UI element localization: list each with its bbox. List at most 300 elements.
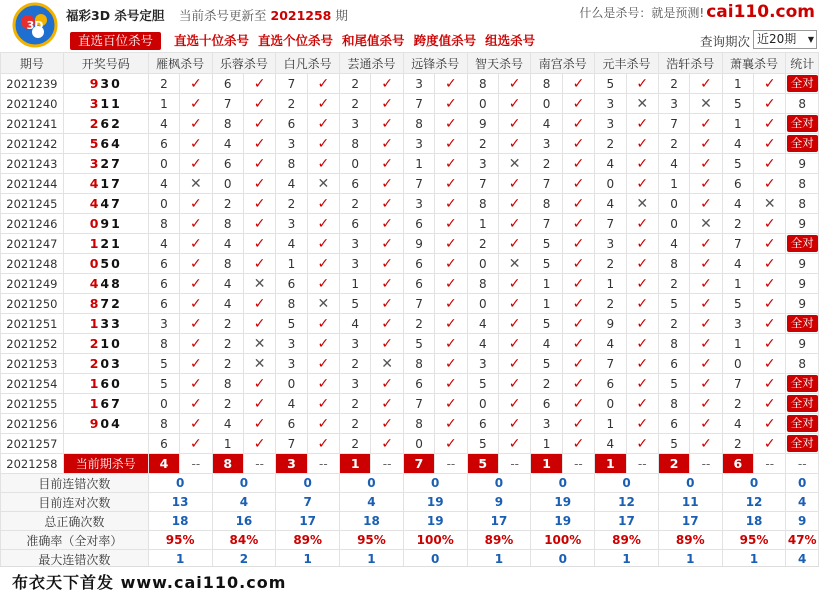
stats-value: 89% bbox=[658, 531, 722, 550]
stats-value: 1 bbox=[276, 550, 340, 567]
kill-number-cell: 7 bbox=[658, 114, 689, 134]
draw-digit: 4 bbox=[89, 276, 101, 291]
check-icon: ✓ bbox=[435, 194, 467, 214]
check-icon: ✓ bbox=[243, 134, 275, 154]
kill-number-cell: 5 bbox=[531, 314, 562, 334]
draw-digit: 7 bbox=[111, 176, 122, 191]
draw-number-cell bbox=[63, 94, 148, 114]
kill-number-cell: 2 bbox=[403, 314, 434, 334]
kill-number-cell: 6 bbox=[148, 254, 179, 274]
table-row bbox=[1, 174, 819, 194]
check-icon: ✓ bbox=[307, 134, 339, 154]
kill-number-cell: 1 bbox=[595, 414, 626, 434]
kill-number-cell: 2 bbox=[340, 414, 371, 434]
check-icon: ✓ bbox=[690, 394, 722, 414]
footer-divider bbox=[0, 566, 819, 567]
draw-number-cell bbox=[63, 254, 148, 274]
pending-mark: -- bbox=[180, 454, 212, 474]
stats-value: 19 bbox=[531, 493, 595, 512]
kill-number-cell: 2 bbox=[340, 94, 371, 114]
kill-number-cell: 3 bbox=[595, 114, 626, 134]
stats-label: 准确率（全对率） bbox=[1, 531, 149, 550]
check-icon: ✓ bbox=[435, 134, 467, 154]
kill-number-cell: 7 bbox=[403, 294, 434, 314]
kill-number-cell: 2 bbox=[212, 334, 243, 354]
draw-digit: 0 bbox=[100, 356, 112, 371]
kill-number-cell: 8 bbox=[276, 294, 307, 314]
all-correct-badge: 全对 bbox=[787, 135, 818, 152]
kill-number-cell: 5 bbox=[340, 294, 371, 314]
kill-number-cell: 9 bbox=[467, 114, 498, 134]
check-icon: ✓ bbox=[371, 134, 403, 154]
check-icon: ✓ bbox=[307, 334, 339, 354]
check-icon: ✓ bbox=[562, 374, 594, 394]
draw-digit: 2 bbox=[100, 156, 112, 171]
draw-number-cell bbox=[63, 194, 148, 214]
current-kill-number: 1 bbox=[595, 454, 626, 474]
check-icon: ✓ bbox=[754, 134, 786, 154]
kill-number-cell: 5 bbox=[276, 314, 307, 334]
stats-value: 0 bbox=[786, 474, 819, 493]
check-icon: ✓ bbox=[243, 254, 275, 274]
check-icon: ✓ bbox=[690, 434, 722, 454]
cross-icon: ✕ bbox=[754, 194, 786, 214]
cross-icon: ✕ bbox=[307, 174, 339, 194]
kill-number-cell: 4 bbox=[722, 134, 753, 154]
period-cell: 2021244 bbox=[1, 174, 64, 194]
draw-digit: 3 bbox=[111, 316, 122, 331]
current-kill-number: 3 bbox=[276, 454, 307, 474]
kill-number-cell: 1 bbox=[722, 334, 753, 354]
kill-number-cell: 2 bbox=[658, 74, 689, 94]
check-icon: ✓ bbox=[435, 394, 467, 414]
check-icon: ✓ bbox=[180, 254, 212, 274]
table-row bbox=[1, 274, 819, 294]
kill-number-cell: 4 bbox=[595, 434, 626, 454]
draw-digit: 6 bbox=[100, 396, 112, 411]
draw-number-cell bbox=[63, 174, 148, 194]
check-icon: ✓ bbox=[435, 434, 467, 454]
stats-value: 0 bbox=[403, 550, 467, 567]
row-total-cell: 8 bbox=[786, 94, 819, 114]
nav-tab-3[interactable]: 和尾值杀号 bbox=[342, 33, 405, 48]
check-icon: ✓ bbox=[754, 254, 786, 274]
current-kill-number: 1 bbox=[531, 454, 562, 474]
stats-value: 1 bbox=[340, 550, 404, 567]
kill-number-cell: 5 bbox=[403, 334, 434, 354]
kill-number-cell: 3 bbox=[467, 154, 498, 174]
check-icon: ✓ bbox=[754, 434, 786, 454]
period-cell: 2021242 bbox=[1, 134, 64, 154]
kill-number-cell: 5 bbox=[467, 374, 498, 394]
check-icon: ✓ bbox=[498, 94, 530, 114]
kill-number-cell: 3 bbox=[403, 194, 434, 214]
kill-number-cell: 2 bbox=[276, 94, 307, 114]
check-icon: ✓ bbox=[371, 394, 403, 414]
kill-number-cell: 1 bbox=[276, 254, 307, 274]
kill-number-cell: 4 bbox=[148, 174, 179, 194]
period-cell: 2021239 bbox=[1, 74, 64, 94]
check-icon: ✓ bbox=[626, 394, 658, 414]
check-icon: ✓ bbox=[562, 114, 594, 134]
check-icon: ✓ bbox=[562, 94, 594, 114]
check-icon: ✓ bbox=[562, 234, 594, 254]
draw-digit: 2 bbox=[100, 236, 112, 251]
check-icon: ✓ bbox=[371, 234, 403, 254]
table-row bbox=[1, 234, 819, 254]
kill-number-cell: 3 bbox=[595, 94, 626, 114]
stats-value: 4 bbox=[786, 493, 819, 512]
period-select[interactable] bbox=[753, 30, 817, 49]
kill-number-cell: 2 bbox=[467, 134, 498, 154]
stats-value: 0 bbox=[595, 474, 659, 493]
nav-tab-1[interactable]: 直选十位杀号 bbox=[174, 33, 250, 48]
kill-number-cell: 4 bbox=[595, 154, 626, 174]
table-row bbox=[1, 294, 819, 314]
column-header: 白凡杀号 bbox=[276, 53, 340, 74]
nav-tab-2[interactable]: 直选个位杀号 bbox=[258, 33, 334, 48]
current-kill-number: 4 bbox=[148, 454, 179, 474]
check-icon: ✓ bbox=[626, 374, 658, 394]
check-icon: ✓ bbox=[180, 114, 212, 134]
kill-number-table-area[interactable] bbox=[0, 52, 819, 566]
check-icon: ✓ bbox=[180, 194, 212, 214]
check-icon: ✓ bbox=[307, 314, 339, 334]
period-query-label: 查询期次 bbox=[700, 34, 751, 49]
check-icon: ✓ bbox=[690, 254, 722, 274]
stats-value: 1 bbox=[722, 550, 786, 567]
pending-mark: -- bbox=[754, 454, 786, 474]
stats-row bbox=[1, 474, 819, 493]
period-cell: 2021257 bbox=[1, 434, 64, 454]
kill-number-cell: 7 bbox=[403, 394, 434, 414]
period-cell: 2021243 bbox=[1, 154, 64, 174]
stats-value: 4 bbox=[212, 493, 276, 512]
period-cell: 2021253 bbox=[1, 354, 64, 374]
table-header-row bbox=[1, 53, 819, 74]
kill-number-cell: 4 bbox=[340, 314, 371, 334]
kill-number-cell: 8 bbox=[531, 74, 562, 94]
stats-value: 0 bbox=[531, 550, 595, 567]
kill-number-cell: 8 bbox=[340, 134, 371, 154]
stats-value: 89% bbox=[276, 531, 340, 550]
nav-tab-0[interactable]: 直选百位杀号 bbox=[70, 32, 161, 50]
draw-number-cell bbox=[63, 234, 148, 254]
kill-number-cell: 3 bbox=[276, 354, 307, 374]
kill-number-cell: 8 bbox=[467, 74, 498, 94]
current-kill-number: 6 bbox=[722, 454, 753, 474]
kill-number-cell: 0 bbox=[658, 214, 689, 234]
check-icon: ✓ bbox=[243, 154, 275, 174]
check-icon: ✓ bbox=[371, 114, 403, 134]
pending-mark: -- bbox=[307, 454, 339, 474]
row-total-cell: 9 bbox=[786, 274, 819, 294]
check-icon: ✓ bbox=[243, 294, 275, 314]
check-icon: ✓ bbox=[498, 414, 530, 434]
kill-number-cell: 4 bbox=[722, 414, 753, 434]
draw-digit: 3 bbox=[89, 156, 101, 171]
check-icon: ✓ bbox=[371, 194, 403, 214]
column-header: 远锋杀号 bbox=[403, 53, 467, 74]
row-total-cell: 9 bbox=[786, 294, 819, 314]
check-icon: ✓ bbox=[690, 194, 722, 214]
check-icon: ✓ bbox=[626, 354, 658, 374]
kill-number-cell: 2 bbox=[212, 394, 243, 414]
draw-digit: 2 bbox=[89, 356, 101, 371]
stats-value: 100% bbox=[531, 531, 595, 550]
kill-number-cell: 7 bbox=[403, 174, 434, 194]
draw-digit: 3 bbox=[100, 76, 112, 91]
kill-number-cell: 6 bbox=[276, 414, 307, 434]
check-icon: ✓ bbox=[180, 74, 212, 94]
check-icon: ✓ bbox=[562, 294, 594, 314]
check-icon: ✓ bbox=[371, 274, 403, 294]
kill-number-cell: 8 bbox=[531, 194, 562, 214]
pending-mark: -- bbox=[435, 454, 467, 474]
kill-number-cell: 3 bbox=[403, 74, 434, 94]
table-row bbox=[1, 194, 819, 214]
check-icon: ✓ bbox=[498, 294, 530, 314]
check-icon: ✓ bbox=[562, 74, 594, 94]
draw-digit: 3 bbox=[100, 316, 112, 331]
check-icon: ✓ bbox=[180, 434, 212, 454]
draw-number-cell bbox=[63, 214, 148, 234]
cross-icon: ✕ bbox=[307, 294, 339, 314]
kill-number-cell: 1 bbox=[722, 74, 753, 94]
draw-number-cell bbox=[63, 74, 148, 94]
kill-number-cell: 6 bbox=[403, 374, 434, 394]
stats-value: 95% bbox=[148, 531, 212, 550]
period-cell: 2021248 bbox=[1, 254, 64, 274]
check-icon: ✓ bbox=[754, 314, 786, 334]
current-kill-number: 2 bbox=[658, 454, 689, 474]
pending-mark: -- bbox=[371, 454, 403, 474]
stats-value: 0 bbox=[531, 474, 595, 493]
check-icon: ✓ bbox=[435, 414, 467, 434]
row-total-cell bbox=[786, 434, 819, 454]
check-icon: ✓ bbox=[435, 334, 467, 354]
kill-number-cell: 7 bbox=[595, 354, 626, 374]
column-header: 开奖号码 bbox=[63, 53, 148, 74]
kill-number-cell: 0 bbox=[212, 174, 243, 194]
kill-number-cell: 3 bbox=[531, 134, 562, 154]
table-row bbox=[1, 434, 819, 454]
check-icon: ✓ bbox=[435, 74, 467, 94]
check-icon: ✓ bbox=[498, 174, 530, 194]
kill-number-cell: 2 bbox=[531, 374, 562, 394]
predict-info bbox=[579, 2, 815, 22]
check-icon: ✓ bbox=[498, 214, 530, 234]
draw-digit: 7 bbox=[111, 156, 122, 171]
check-icon: ✓ bbox=[435, 314, 467, 334]
stats-value: 13 bbox=[148, 493, 212, 512]
draw-digit: 9 bbox=[100, 216, 112, 231]
stats-value: 17 bbox=[467, 512, 531, 531]
cross-icon: ✕ bbox=[243, 354, 275, 374]
row-total-cell bbox=[786, 234, 819, 254]
check-icon: ✓ bbox=[371, 374, 403, 394]
check-icon: ✓ bbox=[498, 234, 530, 254]
kill-number-cell: 7 bbox=[722, 234, 753, 254]
period-cell: 2021249 bbox=[1, 274, 64, 294]
check-icon: ✓ bbox=[498, 354, 530, 374]
check-icon: ✓ bbox=[180, 154, 212, 174]
period-cell: 2021245 bbox=[1, 194, 64, 214]
table-row bbox=[1, 374, 819, 394]
table-row bbox=[1, 334, 819, 354]
site-logo[interactable] bbox=[12, 2, 58, 48]
check-icon: ✓ bbox=[498, 114, 530, 134]
stats-value: 12 bbox=[722, 493, 786, 512]
kill-number-cell: 4 bbox=[212, 274, 243, 294]
column-header: 芸通杀号 bbox=[340, 53, 404, 74]
kill-number-cell: 0 bbox=[467, 254, 498, 274]
draw-digit: 2 bbox=[111, 116, 122, 131]
check-icon: ✓ bbox=[754, 154, 786, 174]
check-icon: ✓ bbox=[626, 214, 658, 234]
table-row bbox=[1, 134, 819, 154]
draw-digit: 6 bbox=[100, 136, 112, 151]
row-total-cell: 8 bbox=[786, 354, 819, 374]
kill-number-cell: 5 bbox=[148, 354, 179, 374]
kill-number-cell: 4 bbox=[658, 154, 689, 174]
draw-number-cell bbox=[63, 294, 148, 314]
kill-number-cell: 6 bbox=[467, 414, 498, 434]
footer bbox=[0, 566, 819, 596]
check-icon: ✓ bbox=[435, 94, 467, 114]
all-correct-badge: 全对 bbox=[787, 235, 818, 252]
row-total-cell bbox=[786, 314, 819, 334]
kill-number-cell: 8 bbox=[467, 274, 498, 294]
kill-number-cell: 7 bbox=[276, 434, 307, 454]
draw-digit: 4 bbox=[111, 136, 122, 151]
kill-number-cell: 0 bbox=[595, 394, 626, 414]
kill-number-cell: 3 bbox=[276, 134, 307, 154]
cross-icon: ✕ bbox=[626, 194, 658, 214]
chevron-down-icon: ▼ bbox=[807, 35, 814, 44]
kill-number-cell: 6 bbox=[595, 374, 626, 394]
stats-label: 目前连对次数 bbox=[1, 493, 149, 512]
site-domain-link[interactable]: cai110.com bbox=[706, 2, 815, 22]
check-icon: ✓ bbox=[626, 74, 658, 94]
kill-number-cell: 6 bbox=[276, 274, 307, 294]
check-icon: ✓ bbox=[754, 374, 786, 394]
row-total-cell bbox=[786, 74, 819, 94]
kill-number-cell: 2 bbox=[340, 74, 371, 94]
kill-number-cell: 3 bbox=[340, 254, 371, 274]
draw-digit: 0 bbox=[100, 416, 112, 431]
stats-value: 7 bbox=[276, 493, 340, 512]
kill-number-cell: 8 bbox=[212, 114, 243, 134]
check-icon: ✓ bbox=[562, 434, 594, 454]
stats-value: 89% bbox=[595, 531, 659, 550]
kill-number-cell: 0 bbox=[148, 154, 179, 174]
kill-number-cell: 4 bbox=[276, 394, 307, 414]
kill-number-cell: 1 bbox=[340, 274, 371, 294]
draw-digit: 8 bbox=[111, 276, 122, 291]
check-icon: ✓ bbox=[307, 374, 339, 394]
nav-tab-4[interactable]: 跨度值杀号 bbox=[413, 33, 477, 48]
kill-number-cell: 4 bbox=[148, 114, 179, 134]
period-cell: 2021240 bbox=[1, 94, 64, 114]
draw-number-cell bbox=[63, 274, 148, 294]
column-header: 雁枫杀号 bbox=[148, 53, 212, 74]
period-cell: 2021252 bbox=[1, 334, 64, 354]
kill-number-cell: 8 bbox=[403, 114, 434, 134]
kill-number-cell: 0 bbox=[722, 354, 753, 374]
kill-number-cell: 8 bbox=[658, 394, 689, 414]
kill-number-cell: 1 bbox=[212, 434, 243, 454]
kill-number-cell: 5 bbox=[467, 434, 498, 454]
stats-label: 最大连错次数 bbox=[1, 550, 149, 567]
nav-tab-5[interactable]: 组选杀号 bbox=[485, 33, 536, 48]
check-icon: ✓ bbox=[435, 214, 467, 234]
stats-value: 18 bbox=[722, 512, 786, 531]
kill-number-cell: 6 bbox=[531, 394, 562, 414]
check-icon: ✓ bbox=[435, 174, 467, 194]
check-icon: ✓ bbox=[243, 394, 275, 414]
kill-number-cell: 7 bbox=[212, 94, 243, 114]
check-icon: ✓ bbox=[435, 374, 467, 394]
kill-number-cell: 6 bbox=[722, 174, 753, 194]
draw-digit: 5 bbox=[100, 256, 112, 271]
check-icon: ✓ bbox=[690, 174, 722, 194]
stats-value: 16 bbox=[212, 512, 276, 531]
update-info bbox=[179, 6, 348, 24]
kill-number-cell: 2 bbox=[340, 354, 371, 374]
kill-number-cell: 5 bbox=[531, 234, 562, 254]
kill-number-cell: 2 bbox=[722, 434, 753, 454]
kill-number-cell: 8 bbox=[212, 374, 243, 394]
draw-digit: 1 bbox=[111, 96, 122, 111]
check-icon: ✓ bbox=[371, 174, 403, 194]
check-icon: ✓ bbox=[180, 94, 212, 114]
column-header: 期号 bbox=[1, 53, 64, 74]
period-select-value: 近20期 bbox=[757, 32, 797, 46]
row-total-cell: 8 bbox=[786, 194, 819, 214]
kill-number-cell: 4 bbox=[212, 294, 243, 314]
draw-digit: 1 bbox=[100, 336, 112, 351]
kill-number-cell: 5 bbox=[722, 154, 753, 174]
kill-number-cell: 1 bbox=[722, 274, 753, 294]
draw-number-cell bbox=[63, 314, 148, 334]
check-icon: ✓ bbox=[307, 114, 339, 134]
kill-number-cell: 2 bbox=[595, 294, 626, 314]
stats-value: 1 bbox=[595, 550, 659, 567]
kill-number-cell: 0 bbox=[467, 94, 498, 114]
check-icon: ✓ bbox=[435, 114, 467, 134]
check-icon: ✓ bbox=[371, 74, 403, 94]
kill-number-cell: 2 bbox=[340, 194, 371, 214]
stats-value: 47% bbox=[786, 531, 819, 550]
draw-number-cell bbox=[63, 354, 148, 374]
check-icon: ✓ bbox=[498, 434, 530, 454]
kill-number-cell: 1 bbox=[467, 214, 498, 234]
check-icon: ✓ bbox=[690, 114, 722, 134]
check-icon: ✓ bbox=[498, 314, 530, 334]
current-kill-label: 当前期杀号 bbox=[63, 454, 148, 474]
kill-number-cell: 3 bbox=[595, 234, 626, 254]
draw-digit: 0 bbox=[111, 256, 122, 271]
draw-digit: 0 bbox=[111, 76, 122, 91]
kill-number-cell: 0 bbox=[531, 94, 562, 114]
cross-icon: ✕ bbox=[243, 274, 275, 294]
stats-value: 19 bbox=[403, 512, 467, 531]
stats-value: 4 bbox=[340, 493, 404, 512]
check-icon: ✓ bbox=[435, 154, 467, 174]
kill-number-cell: 2 bbox=[722, 394, 753, 414]
kill-number-cell: 0 bbox=[467, 394, 498, 414]
